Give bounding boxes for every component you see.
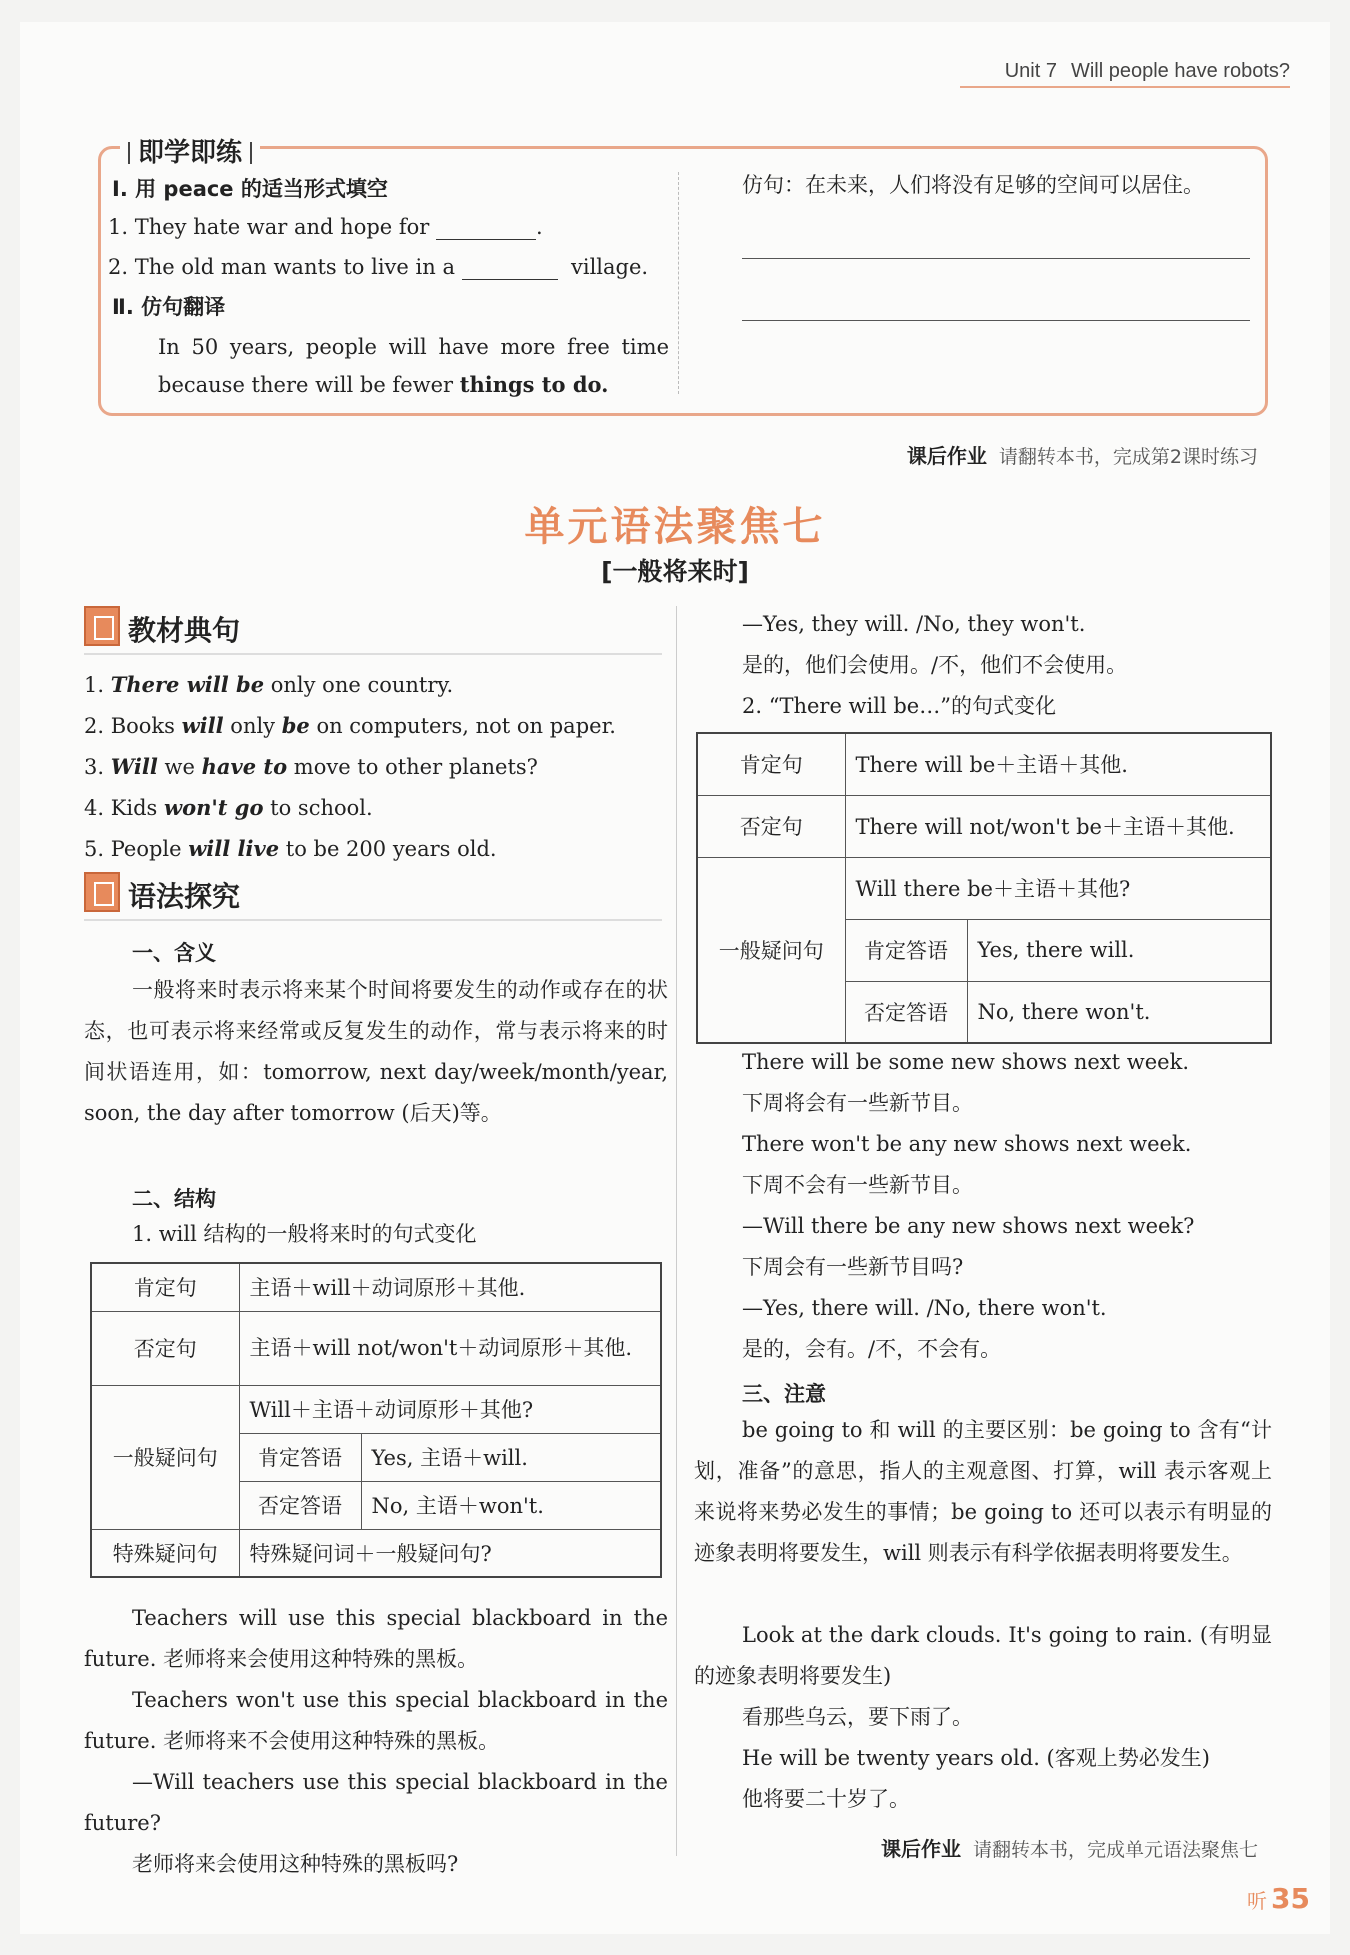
note-example-2-cn: 他将要二十岁了。 <box>742 1787 910 1811</box>
sentence-4: 4. Kids won't go to school. <box>84 795 373 820</box>
translate-prompt: 仿句：在未来，人们将没有足够的空间可以居住。 <box>742 173 1204 197</box>
cell-label: 否定答语 <box>845 981 967 1043</box>
section-grammar: 语法探究 <box>84 872 240 915</box>
cell-value: 主语＋will not/won't＋动词原形＋其他. <box>239 1311 661 1385</box>
note-text: be going to 和 will 的主要区别：be going to 含有“计划，准备”的意思，指人的主观意图、打算，will 表示客观上来说将来势必发生的事情；be going to 还可以表示有明显的迹象表明将要发生，will 则表示有科学依据表明将要发生。 <box>694 1418 1272 1565</box>
structure-sub-1: 1. will 结构的一般将来时的句式变化 <box>132 1222 477 1246</box>
running-header <box>960 60 1290 88</box>
cell-value: Yes, there will. <box>967 919 1271 981</box>
right-example-3: —Will there be any new shows next week? <box>742 1214 1195 1238</box>
section-textbook-sentences: 教材典句 <box>84 606 240 649</box>
cell-value: Will there be＋主语＋其他? <box>845 857 1271 919</box>
cell-label: 特殊疑问句 <box>91 1529 239 1577</box>
homework-note-1: 课后作业 请翻转本书，完成第2课时练习 <box>906 444 1258 468</box>
question-2: 2. The old man wants to live in a village. <box>108 255 649 279</box>
cell-value: No, 主语＋won't. <box>361 1481 661 1529</box>
answer-blank-2[interactable] <box>462 258 558 280</box>
cell-value: There will be＋主语＋其他. <box>845 733 1271 795</box>
cell-label: 肯定答语 <box>239 1433 361 1481</box>
note-example-1: Look at the dark clouds. It's going to rain. (有明显的迹象表明将要发生) <box>694 1623 1272 1688</box>
structure-heading: 二、结构 <box>132 1187 216 1211</box>
homework-note-2: 课后作业 请翻转本书，完成单元语法聚焦七 <box>880 1837 1258 1861</box>
unit-title: Will people have robots? <box>1070 60 1290 82</box>
structure-sub-2: 2. “There will be…”的句式变化 <box>742 694 1056 718</box>
note-heading: 三、注意 <box>742 1382 826 1406</box>
example-2: Teachers won't use this special blackboard in the future. 老师将来不会使用这种特殊的黑板。 <box>84 1688 668 1753</box>
right-example-4-cn: 是的，会有。/不，不会有。 <box>742 1337 1002 1361</box>
example-3-cn: 老师将来会使用这种特殊的黑板吗? <box>132 1852 459 1876</box>
page-number: 听 35 <box>1247 1882 1310 1915</box>
sentence-2: 2. Books will only be on computers, not on paper. <box>84 713 616 738</box>
meaning-heading: 一、含义 <box>132 941 216 965</box>
sentence-3: 3. Will we have to move to other planets? <box>84 754 538 779</box>
part1-heading: Ⅰ. 用 peace 的适当形式填空 <box>112 177 388 201</box>
cell-value: Will＋主语＋动词原形＋其他? <box>239 1385 661 1433</box>
chapter-title: 单元语法聚焦七 <box>524 504 826 550</box>
sentence-5: 5. People will live to be 200 years old. <box>84 836 497 861</box>
cell-label: 否定句 <box>91 1311 239 1385</box>
answer-cn: 是的，他们会使用。/不，他们不会使用。 <box>742 653 1128 677</box>
cell-label: 一般疑问句 <box>697 857 845 1043</box>
cell-value: Yes, 主语＋will. <box>361 1433 661 1481</box>
answer-blank-1[interactable] <box>436 218 536 240</box>
part2-heading: Ⅱ. 仿句翻译 <box>112 295 226 319</box>
unit-label: Unit 7 <box>1004 60 1057 82</box>
cell-label: 一般疑问句 <box>91 1385 239 1529</box>
there-will-be-table <box>696 732 1272 1044</box>
example-1: Teachers will use this special blackboard in the future. 老师将来会使用这种特殊的黑板。 <box>84 1606 668 1671</box>
example-3: —Will teachers use this special blackboard in the future? <box>84 1770 668 1835</box>
sentence-1: 1. There will be only one country. <box>84 672 454 697</box>
meaning-text: 一般将来时表示将来某个时间将要发生的动作或存在的状态，也可表示将来经常或反复发生的动作，常与表示将来的时间状语连用，如：tomorrow, next day/week/month/year, soon, the day after tomorrow (后天)等。 <box>84 978 668 1125</box>
answer-en: —Yes, they will. /No, they won't. <box>742 612 1086 636</box>
section-rule-2 <box>84 919 662 921</box>
cell-label: 肯定句 <box>91 1263 239 1311</box>
cell-label: 否定句 <box>697 795 845 857</box>
writing-line-1[interactable] <box>742 258 1250 259</box>
right-example-4: —Yes, there will. /No, there won't. <box>742 1296 1107 1320</box>
right-example-1-cn: 下周将会有一些新节目。 <box>742 1091 973 1115</box>
right-example-1: There will be some new shows next week. <box>742 1050 1189 1074</box>
cell-label: 肯定答语 <box>845 919 967 981</box>
practice-divider <box>678 172 679 394</box>
question-1: 1. They hate war and hope for . <box>108 215 543 239</box>
column-separator <box>676 606 677 1856</box>
cell-value: There will not/won't be＋主语＋其他. <box>845 795 1271 857</box>
chapter-subtitle: [一般将来时] <box>601 557 749 586</box>
section-icon <box>84 872 120 912</box>
will-structure-table <box>90 1262 662 1578</box>
section-icon <box>84 606 120 646</box>
right-example-2: There won't be any new shows next week. <box>742 1132 1192 1156</box>
cell-label: 肯定句 <box>697 733 845 795</box>
cell-value: 主语＋will＋动词原形＋其他. <box>239 1263 661 1311</box>
cell-value: No, there won't. <box>967 981 1271 1043</box>
example-line-1: In 50 years, people will have more free time <box>158 335 669 359</box>
right-example-2-cn: 下周不会有一些新节目。 <box>742 1173 973 1197</box>
example-line-2: because there will be fewer things to do. <box>158 372 609 397</box>
cell-value: 特殊疑问词＋一般疑问句? <box>239 1529 661 1577</box>
cell-label: 否定答语 <box>239 1481 361 1529</box>
right-example-3-cn: 下周会有一些新节目吗? <box>742 1255 964 1279</box>
note-example-1-cn: 看那些乌云，要下雨了。 <box>742 1705 973 1729</box>
section-rule-1 <box>84 653 662 655</box>
practice-title: 即学即练 <box>120 132 260 169</box>
note-example-2: He will be twenty years old. (客观上势必发生) <box>742 1746 1210 1770</box>
writing-line-2[interactable] <box>742 320 1250 321</box>
